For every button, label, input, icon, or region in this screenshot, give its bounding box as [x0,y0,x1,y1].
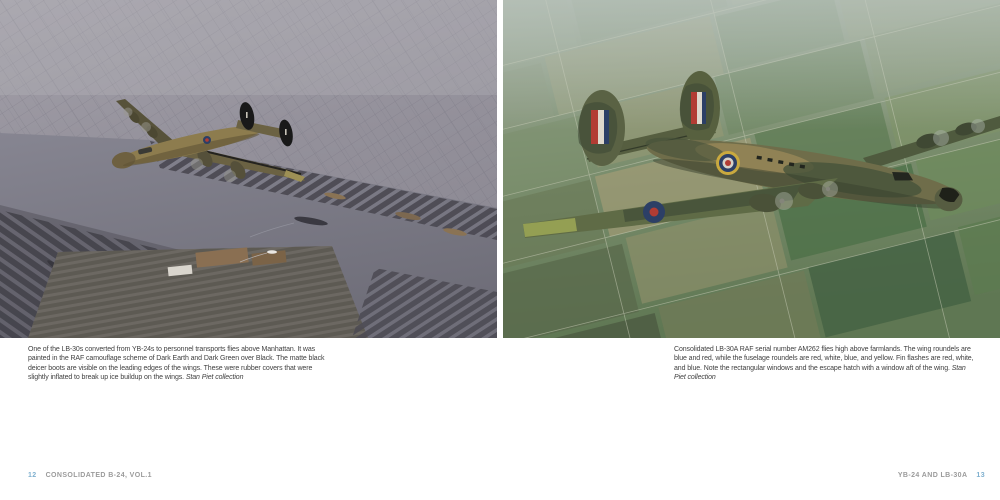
rail-yard-complex [28,246,368,338]
left-page [0,0,497,500]
left-page-number: 12 [28,472,37,479]
right-photo-illustration [503,0,1000,338]
city-haze [0,0,497,95]
right-caption-credit: Stan Piet collection [674,364,966,382]
left-footer [28,472,152,479]
left-footer-label: CONSOLIDATED B-24, VOL.1 [45,472,152,479]
left-photo-illustration [0,0,497,338]
right-caption [674,345,974,383]
right-page-number: 13 [976,472,985,479]
right-photo [503,0,1000,338]
left-caption [28,345,334,383]
fuselage-roundel [716,151,740,175]
altitude-haze [503,0,1000,130]
right-caption-text: Consolidated LB-30A RAF serial number AM262 flies high above farmlands. The wing roundels are blue and red, while the fuselage roundels are red, white, blue, and yellow. Fin flashes are red, white, and blue. Note the rectangular windows and the escape hatch with a window aft of the wing. [674,346,974,372]
right-footer-label: YB-24 AND LB-30A [897,472,968,479]
right-tail-fin [680,71,720,145]
right-footer [898,472,985,479]
left-caption-credit: Stan Piet collection [185,374,244,382]
left-photo [0,0,497,338]
left-caption-text: One of the LB-30s converted from YB-24s to personnel transports flies above Manhattan. It was painted in the RAF camouflage scheme of Dark Earth and Dark Green over Black. The matte black deicer boots are visible on the leading edges of the wings. These were rubber covers that were slightly inflated to break up ice buildup on the wings. [28,346,325,382]
right-page [503,0,1000,500]
